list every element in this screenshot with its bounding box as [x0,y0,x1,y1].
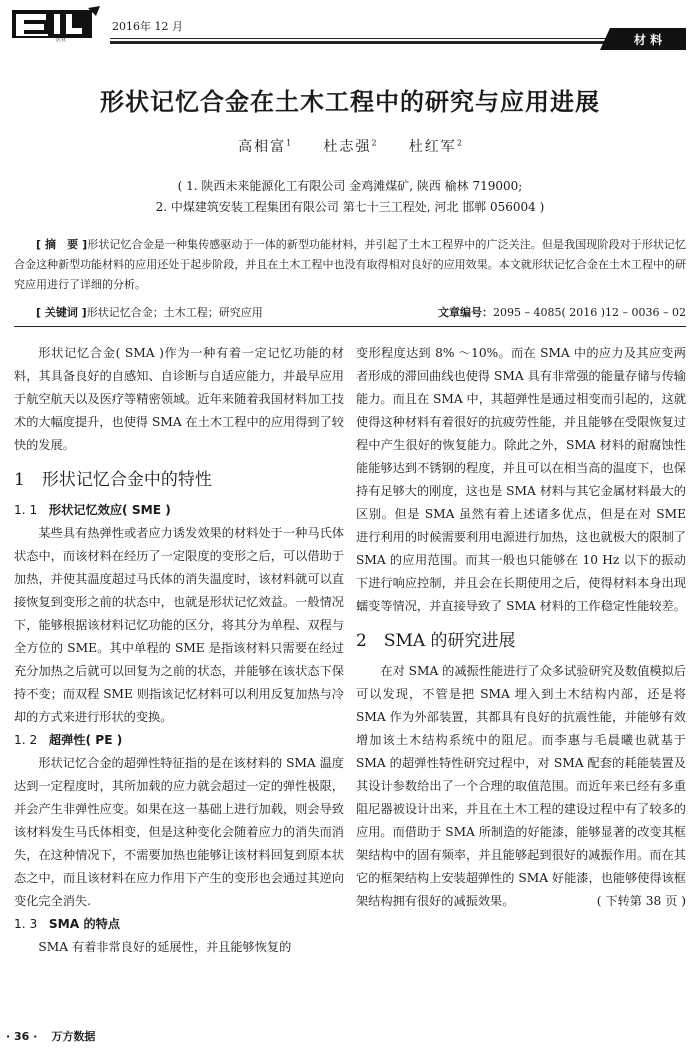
subsection-number: 1. 3 [14,917,38,931]
section-tag [600,28,686,50]
author-affiliation-mark: 2 [456,138,462,148]
abstract [14,235,686,295]
abstract-divider [14,326,686,327]
footer-source: 万方数据 [51,1030,96,1043]
author-affiliation-mark: 1 [286,138,292,148]
author-name: 杜志强 [323,139,372,155]
body-paragraph: 某些具有热弹性或者应力诱发效果的材料处于一种马氏体状态中，而该材料在经历了一定限度的变形之后，可以借助于加热，并使其温度超过马氏体的消失温度时，该材料就可以直接恢复到变形之前的状态中，也就是形状记忆效益。一般情况下，能够根据该材料记忆功能的区分，将其分为单程、双程与全方位的 SME。其中单程的 SME 是指该材料只需要在经过充分加热之后就可以回复为之前的状态，并能够在该状态下保持不变；而双程 SME 则指该记忆材料可以利用反复加热与冷却的方式来进行形状的变换。 [14,526,344,724]
subsection-heading [14,499,344,522]
section-tag-text: 材 料 [633,33,663,47]
continued-note: ( 下转第 38 页 ) [596,894,686,908]
article-number [438,304,686,320]
subsection-title: SMA 的特点 [48,917,121,931]
body-paragraph: 变形程度达到 8% ～10%。而在 SMA 中的应力及其应变两者形成的滞回曲线也使得 SMA 具有非常强的能量存储与传输能力。而且在 SMA 中，其超弹性是通过相变而引起的，这就使得这种材料有着很好的抗疲劳性能，并且能够在受限恢复过程中产生很好的恢复能力。除此之外，SMA 材料的耐腐蚀性能能够达到不锈钢的程度，并且可以在相当高的温度下，也保持有足够大的刚度，这也是 SMA 材料与其它金属材料最大的区别。但是 SMA 虽然有着上述诸多优点，但是在对 SME 进行利用的时候需要利用电源进行加热，这也就极大的限制了 SMA 的应用范围。而其一般也只能够在 10 Hz 以下的振动下进行响应控制，并且会在长期使用之后，使得材料本身出现蠕变等情况，并直接导致了 SMA 材料的工作稳定性能较差。 [356,346,686,613]
section-heading: 1 形状记忆合金中的特性 [14,470,212,490]
subsection-number: 1. 2 [14,733,38,747]
journal-logo [10,4,102,42]
subsection-heading [14,913,344,936]
subsection-heading [14,729,344,752]
author-affiliation-mark: 2 [371,138,377,148]
keywords-text: 形状记忆合金；土木工程；研究应用 [86,306,263,319]
page-footer [6,1028,95,1044]
body-paragraph: SMA 有着非常良好的延展性，并且能够恢复的 [38,940,292,954]
section-heading: 2 SMA 的研究进展 [356,631,516,651]
abstract-text: 形状记忆合金是一种集传感驱动于一体的新型功能材料，并引起了土木工程界中的广泛关注。但是我国现阶段对于形状记忆合金这种新型功能材料的应用还处于起步阶段，并且在土木工程中也没有取得相对良好的应用效果。本文就形状记忆合金在土木工程中的研究应用进行了详细的分析。 [14,238,687,291]
subsection-title: 形状记忆效应( SME ) [48,503,171,517]
keywords-label: [ 关键词 ] [36,306,87,319]
author-list [0,136,700,156]
body-paragraph-text: 在对 SMA 的减振性能进行了众多试验研究及数值模拟后可以发现，不管是把 SMA 埋入到土木结构内部，还是将 SMA 作为外部装置，其都具有良好的抗震性能，并能够有效增加该土木结构系统中的阻尼。而李惠与毛晨曦也就基于 SMA 的超弹性特性研究过程中，对 SMA 配套的耗能装置及其设计参数给出了一个合理的取值范围。而近年来已经有多重阻尼器被设计出来，并且在土木工程的建设过程中有了较多的应用。而借助于 SMA 所制造的好能漆，能够显著的改变其框架结构中的固有频率，并且能够起到很好的减振作用。而在其它的框架结构上安装超弹性的 SMA 好能漆，也能够使得该框架结构拥有很好的减振效果。 [356,664,686,908]
author-name: 高相富 [238,139,287,155]
affiliation: 2. 中煤建筑安装工程集团有限公司 第七十三工程处, 河北 邯郸 056004 ) [155,200,545,214]
author-name: 杜红军 [408,139,457,155]
page-header [0,0,700,48]
article-title: 形状记忆合金在土木工程中的研究与应用进展 [100,88,600,116]
subsection-number: 1. 1 [14,503,38,517]
body-paragraph: 形状记忆合金的超弹性特征指的是在该材料的 SMA 温度达到一定程度时，其所加载的应力就会超过一定的弹性极限，并会产生非弹性应变。如果在这一基础上进行加载，则会导致该材料发生马氏体相变，但是这种变化会随着应力的消失而消失，在这种情况下，不需要加热也能够让该材料回复到原本状态之中，而且该材料在应力作用下产生的变形也会通过其逆向变化完全消失. [14,756,344,908]
subsection-title: 超弹性( PE ) [48,733,123,747]
abstract-label: [ 摘 要 ] [36,238,88,251]
header-rule [110,38,638,39]
article-number-value: 2095 – 4085( 2016 )12 – 0036 – 02 [492,306,686,319]
left-column [14,342,344,959]
issue-date: 2016年 12 月 [112,20,183,33]
logo-text: 居业 [56,37,67,42]
article-number-label: 文章编号： [437,306,493,319]
page-number: · 36 · [6,1030,38,1043]
right-column [356,342,686,913]
affiliation: ( 1. 陕西未来能源化工有限公司 金鸡滩煤矿, 陕西 榆林 719000; [177,179,523,193]
body-paragraph [356,660,686,913]
header-rule-thick [110,41,638,44]
intro-paragraph: 形状记忆合金( SMA )作为一种有着一定记忆功能的材料，其具备良好的自感知、自诊断与自适应能力，并最早应用于航空航天以及医疗等精密领域。近年来随着我国材料加工技术的大幅度提升，也使得 SMA 在土木工程中的应用得到了较快的发展。 [14,346,344,452]
